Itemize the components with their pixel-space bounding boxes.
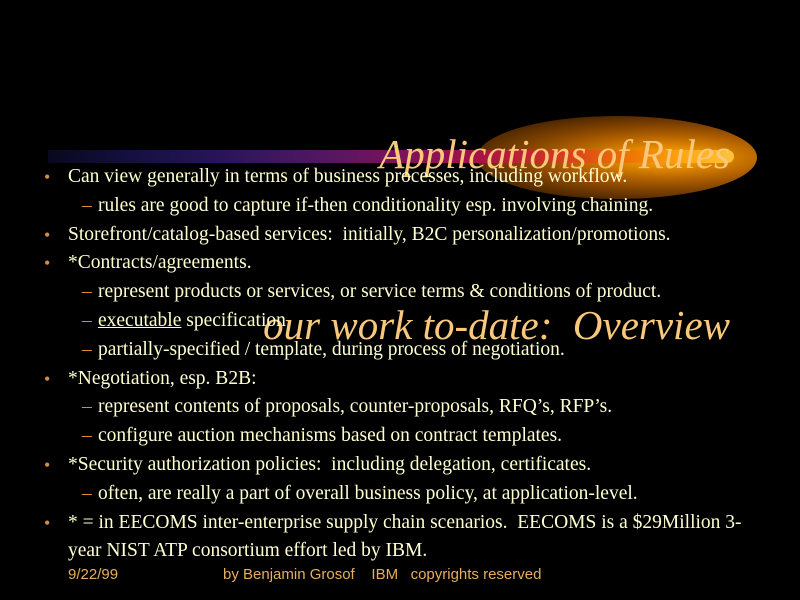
- bullet-text: rules are good to capture if-then conditionality esp. involving chaining.: [98, 194, 654, 216]
- sub-bullet-item: [0, 480, 760, 509]
- slide-title-line-2: our work to-date: Overview: [263, 302, 730, 348]
- sub-bullet-item: [0, 307, 760, 336]
- dash-marker: –: [82, 194, 92, 216]
- bullet-item: [0, 365, 760, 394]
- bullet-text: * = in EECOMS inter-enterprise supply chain scenarios. EECOMS is a $29Million 3-year NIST ATP consortium effort led by IBM.: [68, 511, 742, 562]
- dash-marker: –: [82, 281, 92, 303]
- slide-title-line-1: Applications of Rules: [379, 131, 730, 177]
- sub-bullet-item: [0, 192, 760, 221]
- sub-bullet-item: [0, 393, 760, 422]
- bullet-text: Can view generally in terms of business processes, including workflow.: [68, 166, 628, 187]
- bullet-text: Storefront/catalog-based services: initially, B2C personalization/promotions.: [68, 223, 671, 245]
- bullet-item: [0, 163, 760, 192]
- sub-bullet-item: [0, 336, 760, 365]
- bullet-list: [0, 163, 760, 566]
- sub-bullet-item: [0, 422, 760, 451]
- bullet-marker: •: [44, 368, 51, 389]
- footer-credit: by Benjamin Grosof IBM copyrights reserved: [223, 566, 542, 583]
- bullet-text: *Contracts/agreements.: [68, 252, 252, 274]
- underlined-word: executable: [98, 309, 182, 331]
- bullet-marker: •: [44, 253, 51, 274]
- dash-marker: –: [82, 396, 92, 418]
- bullet-marker: •: [44, 224, 51, 245]
- bullet-text: *Security authorization policies: including delegation, certificates.: [68, 453, 592, 475]
- bullet-marker: •: [44, 167, 51, 187]
- dash-marker: –: [82, 425, 92, 447]
- bullet-text: represent products or services, or service terms & conditions of product.: [98, 281, 662, 303]
- bullet-text: *Negotiation, esp. B2B:: [68, 367, 257, 389]
- bullet-text: configure auction mechanisms based on contract templates.: [98, 425, 563, 447]
- bullet-marker: •: [44, 454, 51, 475]
- bullet-text: partially-specified / template, during process of negotiation.: [98, 338, 565, 360]
- sub-bullet-item: [0, 278, 760, 307]
- dash-marker: –: [82, 482, 92, 504]
- dash-marker: –: [82, 309, 92, 331]
- bullet-item: [0, 509, 760, 567]
- bullet-marker: •: [44, 512, 51, 533]
- bullet-text: represent contents of proposals, counter-proposals, RFQ’s, RFP’s.: [98, 396, 613, 418]
- slide-footer: [0, 566, 800, 588]
- bullet-text: executable specification: [98, 309, 286, 331]
- bullet-item: [0, 451, 760, 480]
- bullet-item: [0, 249, 760, 278]
- dash-marker: –: [82, 338, 92, 360]
- bullet-text: often, are really a part of overall business policy, at application-level.: [98, 482, 638, 504]
- footer-date: 9/22/99: [68, 566, 119, 583]
- bullet-item: [0, 221, 760, 250]
